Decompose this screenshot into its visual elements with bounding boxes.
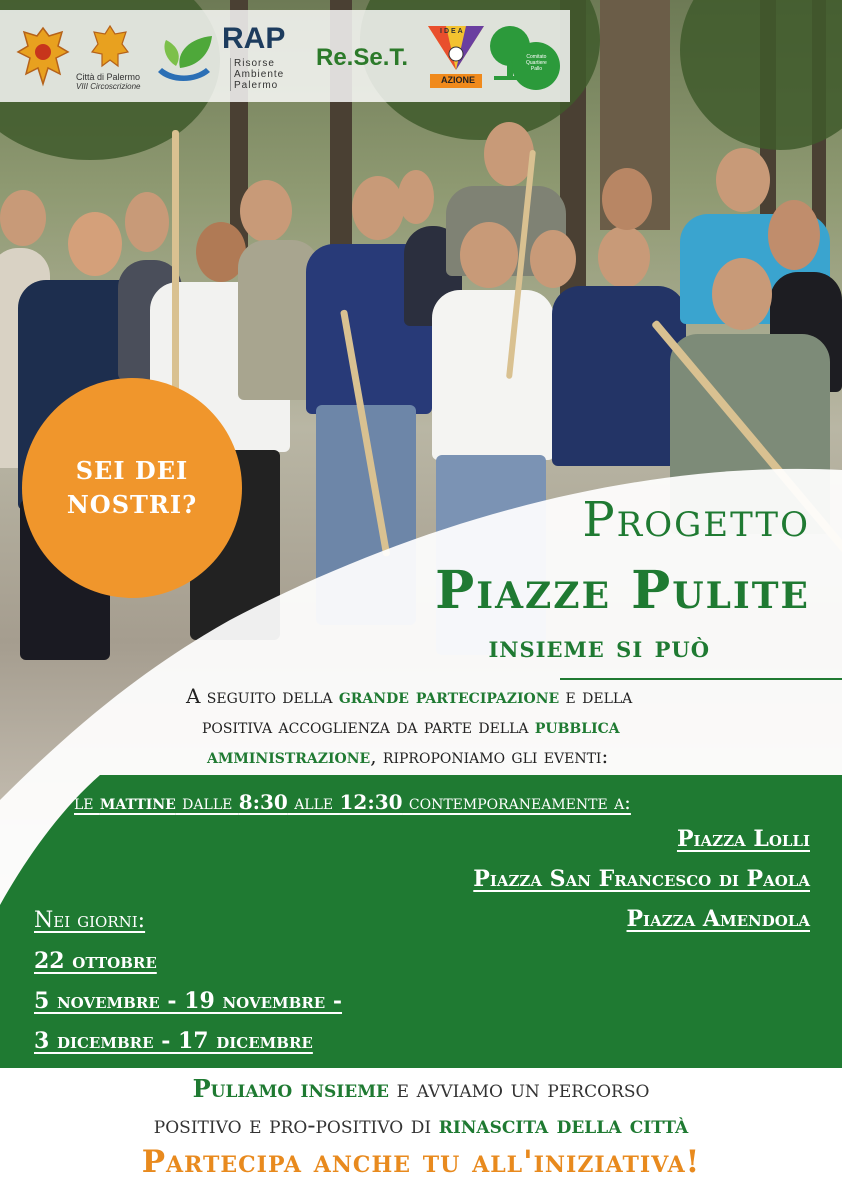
divider-line [560, 678, 842, 680]
palermo-eagle-crest-icon [16, 22, 70, 92]
comitato-tree-logo-icon [486, 22, 562, 92]
palermo-caption-line2: VIII Circoscrizione [76, 82, 141, 91]
rap-leaf-hand-icon [150, 32, 216, 88]
intro-text: , riproponiamo gli eventi: [370, 744, 609, 768]
badge-line2: NOSTRI? [66, 490, 198, 519]
schedule-time-line [74, 790, 631, 814]
date-line-2: 5 novembre - 19 novembre - [34, 988, 343, 1014]
days-label: Nei giorni: [34, 908, 146, 933]
logo-bar [0, 10, 570, 102]
badge-line1: SEI DEI [75, 456, 189, 485]
intro-line-1 [186, 684, 632, 708]
project-subtitle: insieme si può [488, 630, 710, 665]
rap-tagline-3: Palermo [234, 80, 279, 91]
footer-highlight: rinascita della città [438, 1110, 689, 1139]
footer-highlight: Puliamo insieme [192, 1074, 389, 1103]
schedule-text: alle [287, 790, 340, 814]
footer-text: positivo e pro-positivo di [153, 1111, 439, 1139]
project-title: Piazze Pulite [435, 560, 810, 621]
date-line-1: 22 ottobre [34, 948, 157, 974]
place-piazza-lolli: Piazza Lolli [676, 826, 810, 852]
footer-line-2 [0, 1110, 842, 1139]
intro-highlight: pubblica [534, 714, 620, 738]
rap-tagline-1: Risorse [234, 58, 275, 69]
progetto-heading: Progetto [582, 492, 810, 548]
intro-text: positiva accoglienza da parte della [202, 714, 535, 738]
schedule-end-time: 12:30 [339, 790, 403, 814]
palermo-caption [76, 72, 140, 92]
schedule-highlight: mattine [99, 790, 176, 814]
rap-tagline-2: Ambiente [234, 69, 285, 80]
comitato-caption-2: Quartiere [526, 60, 547, 66]
comitato-caption [526, 54, 547, 72]
idea-label: IDEA [440, 28, 465, 35]
intro-line-2 [202, 714, 620, 738]
schedule-text: dalle [175, 790, 239, 814]
sei-dei-nostri-badge [22, 378, 242, 598]
rap-tagline [230, 58, 284, 91]
schedule-text: contemporaneamente a: [402, 790, 631, 814]
intro-text: e della [559, 684, 633, 708]
reset-logo: Re.Se.T. [316, 44, 409, 71]
intro-line-3 [207, 744, 608, 768]
date-line-3: 3 dicembre - 17 dicembre [34, 1028, 313, 1054]
comitato-caption-3: Pallo [530, 66, 542, 72]
schedule-start-time: 8:30 [238, 790, 288, 814]
intro-text: A seguito della [186, 684, 339, 708]
place-piazza-san-francesco: Piazza San Francesco di Paola [473, 866, 810, 892]
intro-highlight: grande partecipazione [338, 684, 560, 708]
intro-highlight: amministrazione [207, 744, 371, 768]
place-piazza-amendola: Piazza Amendola [626, 906, 810, 932]
schedule-text: le [74, 790, 100, 814]
rap-name: RAP [222, 22, 286, 55]
footer-text: e avviamo un percorso [388, 1075, 650, 1103]
circoscrizione-crest-icon [90, 22, 130, 70]
footer-line-1 [0, 1074, 842, 1103]
palermo-caption-line1: Città di Palermo [76, 72, 141, 82]
comitato-caption-1: Comitato [526, 54, 547, 60]
azione-label: AZIONE [440, 75, 475, 85]
call-to-action: Partecipa anche tu all'iniziativa! [141, 1144, 701, 1180]
